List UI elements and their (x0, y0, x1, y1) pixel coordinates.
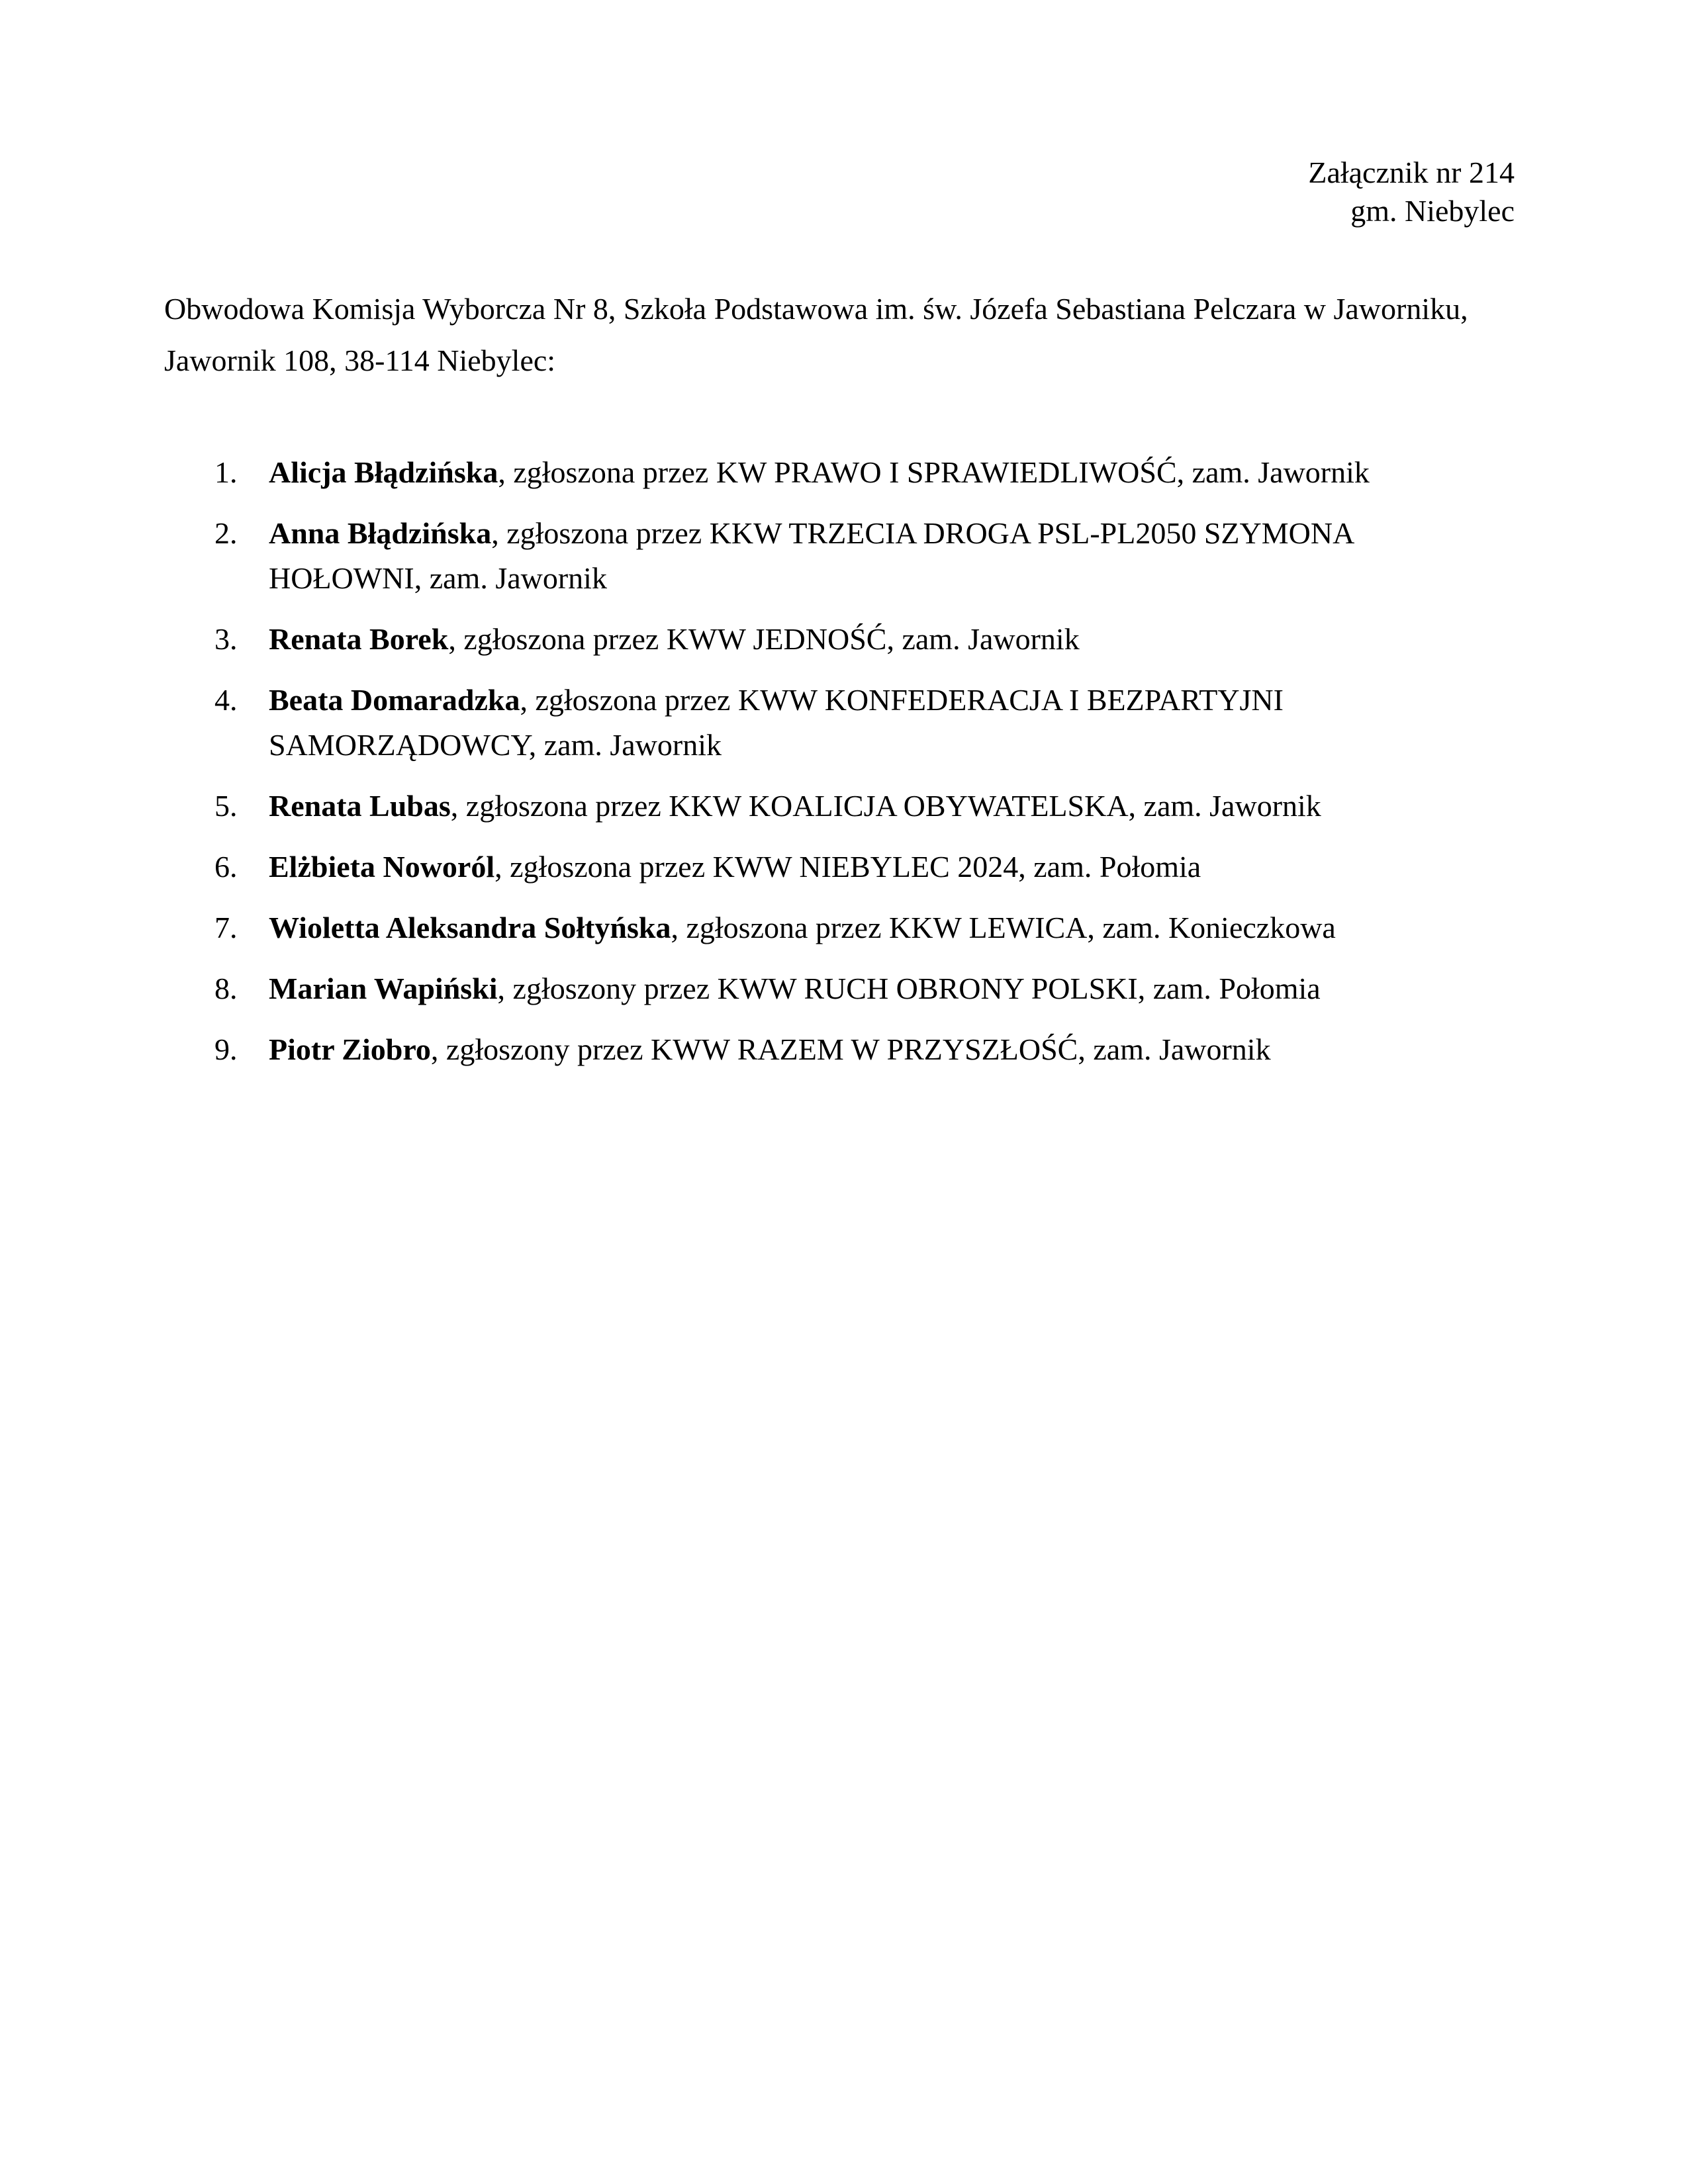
member-details: , zgłoszony przez KWW RAZEM W PRZYSZŁOŚĆ, zam. Jawornik (430, 1032, 1271, 1066)
member-details: , zgłoszona przez KKW KOALICJA OBYWATELSKA, zam. Jawornik (450, 789, 1321, 823)
member-name: Marian Wapiński (269, 972, 498, 1005)
member-name: Alicja Błądzińska (269, 455, 498, 489)
item-number: 5. (214, 789, 238, 823)
commission-description (164, 283, 1528, 387)
list-item (164, 966, 1528, 1011)
member-name: Wioletta Aleksandra Sołtyńska (269, 911, 671, 944)
member-details: , zgłoszony przez KWW RUCH OBRONY POLSKI, zam. Połomia (497, 972, 1321, 1005)
member-name: Renata Borek (269, 622, 449, 656)
item-number: 6. (214, 850, 238, 884)
members-list (164, 450, 1528, 1088)
member-name: Anna Błądzińska (269, 516, 492, 550)
member-name: Beata Domaradzka (269, 683, 520, 717)
item-number: 7. (214, 911, 238, 944)
item-number: 3. (214, 622, 238, 656)
municipality-label: gm. Niebylec (1350, 194, 1515, 228)
item-number: 9. (214, 1032, 238, 1066)
member-details: , zgłoszona przez KWW KONFEDERACJA I BEZPARTYJNI (520, 683, 1284, 717)
member-details: , zgłoszona przez KKW TRZECIA DROGA PSL-PL2050 SZYMONA (491, 516, 1355, 550)
attachment-header (1308, 154, 1515, 230)
member-details: , zgłoszona przez KW PRAWO I SPRAWIEDLIWOŚĆ, zam. Jawornik (498, 455, 1370, 489)
list-item (164, 678, 1528, 768)
member-name: Piotr Ziobro (269, 1032, 431, 1066)
member-details: , zgłoszona przez KKW LEWICA, zam. Konieczkowa (671, 911, 1336, 944)
list-item (164, 617, 1528, 662)
member-details-continued: HOŁOWNI, zam. Jawornik (269, 561, 607, 595)
commission-line-1: Obwodowa Komisja Wyborcza Nr 8, Szkoła Podstawowa im. św. Józefa Sebastiana Pelczara w Jaworniku, (164, 292, 1468, 326)
member-details-continued: SAMORZĄDOWCY, zam. Jawornik (269, 728, 722, 762)
member-name: Elżbieta Noworól (269, 850, 495, 884)
item-number: 1. (214, 455, 238, 489)
list-item (164, 450, 1528, 495)
member-details: , zgłoszona przez KWW JEDNOŚĆ, zam. Jawornik (448, 622, 1080, 656)
list-item (164, 511, 1528, 601)
attachment-number: Załącznik nr 214 (1308, 156, 1515, 189)
member-details: , zgłoszona przez KWW NIEBYLEC 2024, zam. Połomia (494, 850, 1201, 884)
item-number: 4. (214, 683, 238, 717)
item-number: 2. (214, 516, 238, 550)
item-number: 8. (214, 972, 238, 1005)
list-item (164, 784, 1528, 829)
list-item (164, 1027, 1528, 1072)
list-item (164, 844, 1528, 889)
commission-line-2: Jawornik 108, 38-114 Niebylec: (164, 343, 556, 377)
member-name: Renata Lubas (269, 789, 451, 823)
list-item (164, 905, 1528, 950)
